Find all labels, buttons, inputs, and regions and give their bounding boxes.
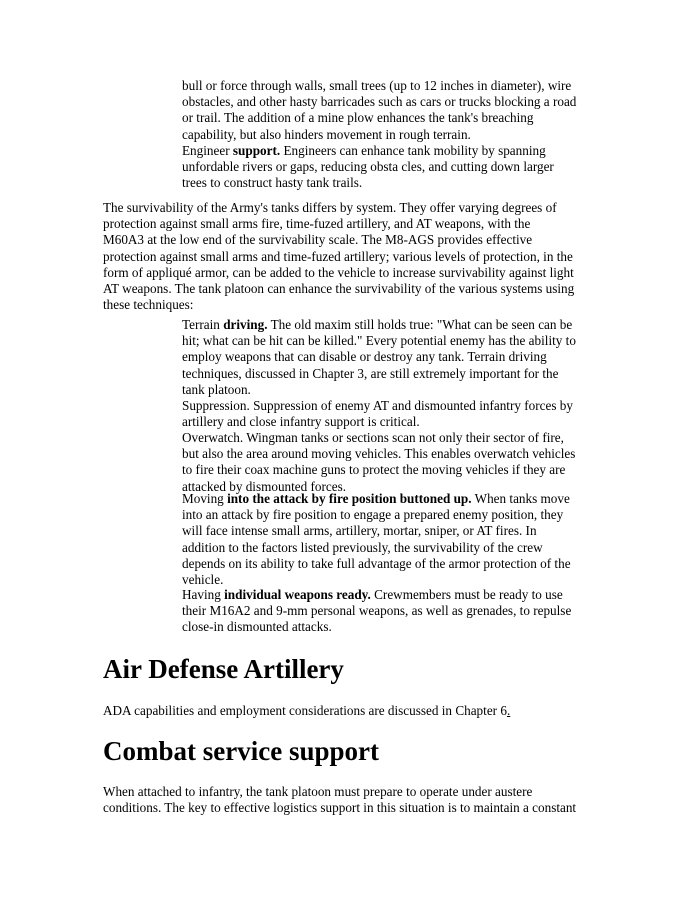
text-line — [182, 143, 602, 159]
text-line: or trail. The addition of a mine plow enhances the tank's breaching — [182, 110, 534, 126]
text-line — [182, 317, 602, 333]
text-line: these techniques: — [103, 297, 194, 313]
suppression-item — [182, 398, 602, 430]
text-line: obstacles, and other hasty barricades such as cars or trucks blocking a road — [182, 94, 577, 110]
ada-text: ADA capabilities and employment considerations are discussed in Chapter 6 — [103, 703, 507, 718]
overwatch-item — [182, 430, 602, 495]
item-lead: Terrain — [182, 317, 224, 332]
item-rest: Engineers can enhance tank mobility by spanning — [280, 143, 546, 158]
item-rest: When tanks move — [471, 491, 570, 506]
text-line: addition to the factors listed previously, the survivability of the crew — [182, 539, 543, 555]
text-line: Suppression. Suppression of enemy AT and dismounted infantry forces by — [182, 398, 573, 413]
text-line: When attached to infantry, the tank platoon must prepare to operate under austere — [103, 784, 533, 799]
text-line: AT weapons. The tank platoon can enhance the survivability of the various systems using — [103, 281, 575, 297]
text-line: protection against small arms and time-fuzed artillery; various levels of protection, in the — [103, 248, 573, 264]
item-lead: Moving — [182, 491, 228, 506]
item-rest: Crewmembers must be ready to use — [370, 587, 563, 602]
text-line: attacked by dismounted forces. — [182, 478, 347, 494]
breaching-item-continued — [182, 78, 602, 143]
css-paragraph — [103, 784, 603, 816]
ada-paragraph — [103, 703, 603, 719]
text-line: Overwatch. Wingman tanks or sections scan not only their sector of fire, — [182, 430, 564, 445]
text-line — [103, 703, 603, 719]
text-line: hit; what can be hit can be killed." Every potential enemy has the ability to — [182, 333, 576, 349]
text-line: close-in dismounted attacks. — [182, 619, 332, 635]
text-line: unfordable rivers or gaps, reducing obsta cles, and cutting down larger — [182, 159, 554, 175]
text-line: artillery and close infantry support is critical. — [182, 414, 420, 430]
text-line: protection against small arms fire, time-fuzed artillery, and AT weapons, with the — [103, 216, 531, 232]
item-rest: The old maxim still holds true: "What can be seen can be — [267, 317, 573, 332]
item-bold-term: individual weapons ready. — [224, 587, 371, 602]
item-bold-term: driving. — [223, 317, 268, 332]
ada-heading: Air Defense Artillery — [103, 654, 344, 684]
text-line: techniques, discussed in Chapter 3, are still extremely important for the — [182, 365, 559, 381]
css-heading: Combat service support — [103, 736, 379, 766]
text-line: M60A3 at the low end of the survivability scale. The M8-AGS provides effective — [103, 232, 533, 248]
individual-weapons-item — [182, 587, 602, 636]
text-line: capability, but also hinders movement in rough terrain. — [182, 126, 471, 142]
text-line: conditions. The key to effective logistics support in this situation is to maintain a constant — [103, 800, 577, 816]
survivability-paragraph — [103, 200, 603, 313]
chapter-link[interactable]: . — [506, 703, 511, 718]
moving-buttoned-up-item — [182, 491, 602, 588]
text-line: into an attack by fire position to engage a prepared enemy position, they — [182, 507, 564, 523]
text-line: form of appliqué armor, can be added to the vehicle to increase survivability against light — [103, 264, 574, 280]
item-bold-term: into the attack by fire position buttoned up. — [227, 491, 472, 506]
text-line: tank platoon. — [182, 381, 251, 397]
text-line: will face intense small arms, artillery, mortar, sniper, or AT fires. In — [182, 523, 537, 539]
item-lead: Engineer — [182, 143, 233, 158]
text-line — [182, 491, 602, 507]
text-line: their M16A2 and 9-mm personal weapons, as well as grenades, to repulse — [182, 603, 572, 619]
engineer-support-item — [182, 143, 602, 192]
text-line: The survivability of the Army's tanks differs by system. They offer varying degrees of — [103, 200, 557, 215]
text-line: depends on its ability to take full advantage of the armor protection of the — [182, 555, 571, 571]
text-line — [182, 587, 602, 603]
text-line: to fire their coax machine guns to protect the moving vehicles if they are — [182, 462, 566, 478]
text-line: trees to construct hasty tank trails. — [182, 175, 363, 191]
text-line: employ weapons that can disable or destroy any tank. Terrain driving — [182, 349, 547, 365]
item-lead: Having — [182, 587, 225, 602]
text-line: vehicle. — [182, 572, 224, 588]
text-line: bull or force through walls, small trees (up to 12 inches in diameter), wire — [182, 78, 572, 93]
terrain-driving-item — [182, 317, 602, 398]
item-bold-term: support. — [232, 143, 281, 158]
text-line: but also the area around moving vehicles. This enables overwatch vehicles — [182, 446, 576, 462]
